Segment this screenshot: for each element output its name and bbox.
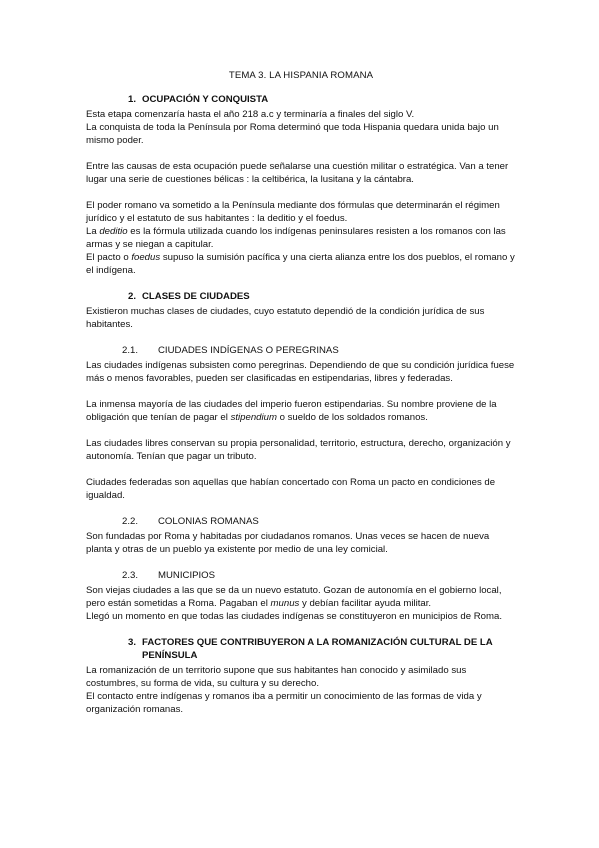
subsection-title: CIUDADES INDÍGENAS O PEREGRINAS: [158, 345, 339, 356]
paragraph: El contacto entre indígenas y romanos iba a permitir un conocimiento de las formas de vida y organización romanas.: [86, 691, 482, 715]
paragraph: Existieron muchas clases de ciudades, cuyo estatuto dependió de la condición jurídica de sus habitantes.: [86, 306, 485, 330]
text-run: La inmensa mayoría de las ciudades del imperio fueron estipendarias. Su nombre proviene de la obligación que tenían de pagar el: [86, 399, 497, 423]
text-run: o sueldo de los soldados romanos.: [276, 412, 428, 423]
italic-term: munus: [270, 598, 300, 609]
section-number: 2.: [127, 291, 136, 302]
paragraph: La conquista de toda la Península por Roma determinó que toda Hispania quedara unida bajo un mismo poder.: [86, 122, 499, 146]
section-title: OCUPACIÓN Y CONQUISTA: [142, 94, 269, 105]
italic-term: stipendium: [230, 412, 277, 423]
section-title: FACTORES QUE CONTRIBUYERON A LA ROMANIZACIÓN CULTURAL DE LA PENÍNSULA: [142, 637, 493, 661]
paragraph: Llegó un momento en que todas las ciudades indígenas se constituyeron en municipios de Roma.: [86, 611, 502, 622]
text-run: El pacto o: [86, 252, 132, 263]
paragraph: Entre las causas de esta ocupación puede señalarse una cuestión militar o estratégica. Van a tener lugar una serie de cuestiones bélicas : la celtibérica, la lusitana y la cántabra.: [86, 161, 509, 185]
paragraph: Las ciudades indígenas subsisten como peregrinas. Dependiendo de que su condición jurídica fuese más o menos favorables, pueden ser clasificadas en estipendarias, libres y federadas.: [86, 360, 515, 384]
paragraph: Son fundadas por Roma y habitadas por ciudadanos romanos. Unas veces se hacen de nueva planta y otras de un pueblo ya existente por medio de una ley comicial.: [86, 531, 490, 555]
section-title: CLASES DE CIUDADES: [142, 291, 250, 302]
italic-term: foedus: [131, 252, 161, 263]
paragraph: Las ciudades libres conservan su propia personalidad, territorio, estructura, derecho, organización y autonomía. Tenían que pagar un tributo.: [86, 438, 511, 462]
text-run: y debían facilitar ayuda militar.: [299, 598, 432, 609]
subsection-2-2-heading: [86, 515, 516, 528]
document-body: [86, 70, 516, 716]
paragraph: Esta etapa comenzaría hasta el año 218 a.c y terminaría a finales del siglo V.: [86, 109, 415, 120]
page-title: TEMA 3. LA HISPANIA ROMANA: [228, 70, 374, 81]
section-number: 3.: [127, 637, 136, 648]
subsection-number: 2.2.: [122, 516, 139, 527]
text-run: La: [86, 226, 100, 237]
paragraph: [86, 225, 516, 251]
subsection-number: 2.1.: [122, 345, 139, 356]
subsection-number: 2.3.: [122, 570, 139, 581]
paragraph: Ciudades federadas son aquellas que habían concertado con Roma un pacto en condiciones de igualdad.: [86, 477, 496, 501]
text-run: supuso la sumisión pacífica y una cierta alianza entre los dos pueblos, el romano y el indígena.: [86, 252, 515, 276]
section-1-heading: [86, 93, 516, 106]
subsection-title: COLONIAS ROMANAS: [158, 516, 259, 527]
text-run: es la fórmula utilizada cuando los indígenas peninsulares resisten a los romanos con las armas y se niegan a capitular.: [86, 226, 506, 250]
paragraph: La romanización de un territorio supone que sus habitantes han conocido y asimilado sus costumbres, su forma de vida, su cultura y su derecho.: [86, 665, 467, 689]
subsection-title: MUNICIPIOS: [158, 570, 216, 581]
subsection-2-1-heading: [86, 344, 516, 357]
subsection-2-3-heading: [86, 569, 516, 582]
text-run: Son viejas ciudades a las que se da un nuevo estatuto. Gozan de autonomía en el gobierno local, pero están sometidas a Roma. Pagaban el: [86, 585, 502, 609]
section-2-heading: [86, 290, 516, 303]
section-3-heading: [86, 636, 516, 662]
paragraph: [86, 251, 516, 277]
paragraph: El poder romano va sometido a la Península mediante dos fórmulas que determinarán el régimen jurídico y el estatuto de sus habitantes : la deditio y el foedus.: [86, 200, 500, 224]
section-number: 1.: [127, 94, 136, 105]
paragraph: [86, 584, 516, 610]
paragraph: [86, 398, 516, 424]
italic-term: deditio: [99, 226, 128, 237]
